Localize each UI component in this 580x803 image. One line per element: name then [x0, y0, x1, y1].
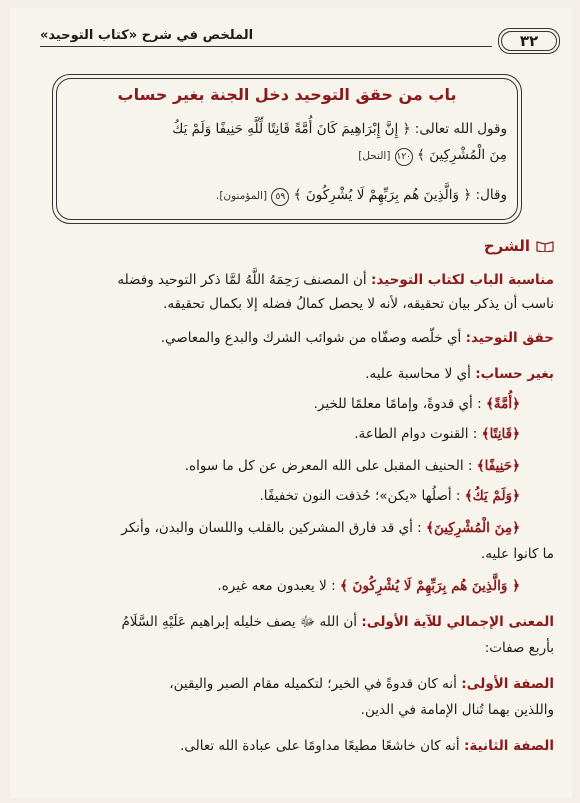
word-3-term: ﴿حَنِيفًا﴾ — [476, 458, 520, 474]
para-2-label: حقق التوحيد: — [465, 330, 554, 346]
book-title: الملخص في شرح «كتاب التوحيد» — [40, 28, 254, 43]
trait-2 — [30, 736, 554, 756]
word-5 — [30, 518, 520, 538]
para-1b — [30, 294, 554, 314]
para-1 — [30, 270, 554, 290]
sharh-heading — [30, 236, 554, 258]
word-1-term: ﴿أُمَّةً﴾ — [485, 396, 520, 412]
word-2-text: : القنوت دوام الطاعة. — [354, 426, 478, 442]
meaning-label: المعنى الإجمالي للآية الأولى: — [361, 614, 554, 630]
word-6-text: : لا يعبدون معه غيره. — [217, 578, 336, 594]
running-header — [40, 26, 560, 56]
meaning-b — [30, 638, 554, 658]
meaning-text2: بأربع صفات: — [484, 640, 554, 656]
word-1 — [30, 394, 520, 414]
meaning — [30, 612, 554, 632]
verse2-ref: [المؤمنون]. — [215, 190, 268, 202]
quote-line-3 — [67, 187, 507, 206]
para-1-text2: ناسب أن يذكر بيان تحقيقه، لأنه لا يحصل كمالُ فضله إلا بكمال تحقيقه. — [163, 296, 554, 312]
para-3 — [30, 364, 554, 384]
word-5b — [30, 544, 554, 564]
word-2 — [30, 424, 520, 444]
word-4-term: ﴿وَلَمْ يَكُ﴾ — [464, 488, 520, 504]
word-1-text: : أي قدوةً، وإمامًا معلمًا للخير. — [313, 396, 482, 412]
verse1-number: ١٢٠ — [395, 148, 413, 166]
header-rule — [40, 46, 492, 47]
quote-line-1 — [67, 121, 507, 137]
quote-line-2 — [67, 147, 507, 166]
trait-1 — [30, 674, 554, 694]
word-5-term: ﴿مِنَ الْمُشْرِكِينَ﴾ — [426, 520, 520, 536]
sharh-label: الشرح — [483, 237, 530, 255]
word-5-text: : أي قد فارق المشركين بالقلب واللسان والبدن، وأنكر — [121, 520, 422, 536]
quote1-intro: وقول الله تعالى: — [410, 121, 507, 137]
word-3 — [30, 456, 520, 476]
word-2-term: ﴿قَانِتًا﴾ — [481, 426, 520, 442]
word-6-term: ﴿ وَالَّذِينَ هُم بِرَبِّهِمْ لَا يُشْرِكُونَ ﴾ — [339, 578, 520, 594]
trait-1b — [30, 700, 554, 720]
trait-2-text: أنه كان خاشعًا مطيعًا مداومًا على عبادة الله تعالى. — [180, 738, 460, 754]
chapter-title: باب من حقق التوحيد دخل الجنة بغير حساب — [117, 85, 457, 104]
meaning-text: أن الله ﷻ يصف خليله إبراهيم عَلَيْهِ السَّلَامُ — [121, 614, 358, 630]
trait-1-text2: واللذين بهما تُنال الإمامة في الدين. — [360, 702, 554, 718]
trait-1-text: أنه كان قدوةً في الخير؛ لتكميله مقام الصبر واليقين، — [169, 676, 457, 692]
word-3-text: : الحنيف المقبل على الله المعرض عن كل ما سواه. — [184, 458, 473, 474]
para-3-label: بغير حساب: — [475, 366, 554, 382]
word-4-text: : أصلُها «يكن»؛ حُذفت النون تخفيفًا. — [259, 488, 461, 504]
word-5-text2: ما كانوا عليه. — [480, 546, 554, 562]
book-icon — [536, 240, 554, 252]
page-number: ٣٢ — [498, 28, 560, 54]
verse2-number: ٥٩ — [271, 188, 289, 206]
word-4 — [30, 486, 520, 506]
trait-1-label: الصفة الأولى: — [461, 676, 554, 692]
verse2: ﴿ وَالَّذِينَ هُم بِرَبِّهِمْ لَا يُشْرِكُونَ ﴾ — [293, 187, 472, 203]
para-1-text: أن المصنف رَحِمَهُ اللَّهُ لمَّا ذكر التوحيد وفضله — [117, 272, 367, 288]
page — [10, 8, 572, 798]
para-1-label: مناسبة الباب لكتاب التوحيد: — [370, 272, 554, 288]
verse1-part2: مِنَ الْمُشْرِكِينَ ﴾ — [417, 147, 507, 163]
chapter-frame — [52, 74, 522, 224]
quote2-intro: وقال: — [471, 187, 507, 203]
sharh-label-wrap — [484, 236, 554, 256]
para-2 — [30, 328, 554, 348]
para-2-text: أي خلّصه وصفّاه من شوائب الشرك والبدع والمعاصي. — [160, 330, 462, 346]
verse1-part1: ﴿ إِنَّ إِبْرَاهِيمَ كَانَ أُمَّةً قَانِتًا لِّلَّهِ حَنِيفًا وَلَمْ يَكُ — [172, 121, 411, 137]
word-6 — [30, 576, 520, 596]
para-3-text: أي لا محاسبة عليه. — [365, 366, 471, 382]
verse1-ref: [النحل] — [358, 150, 391, 162]
trait-2-label: الصفة الثانية: — [463, 738, 554, 754]
